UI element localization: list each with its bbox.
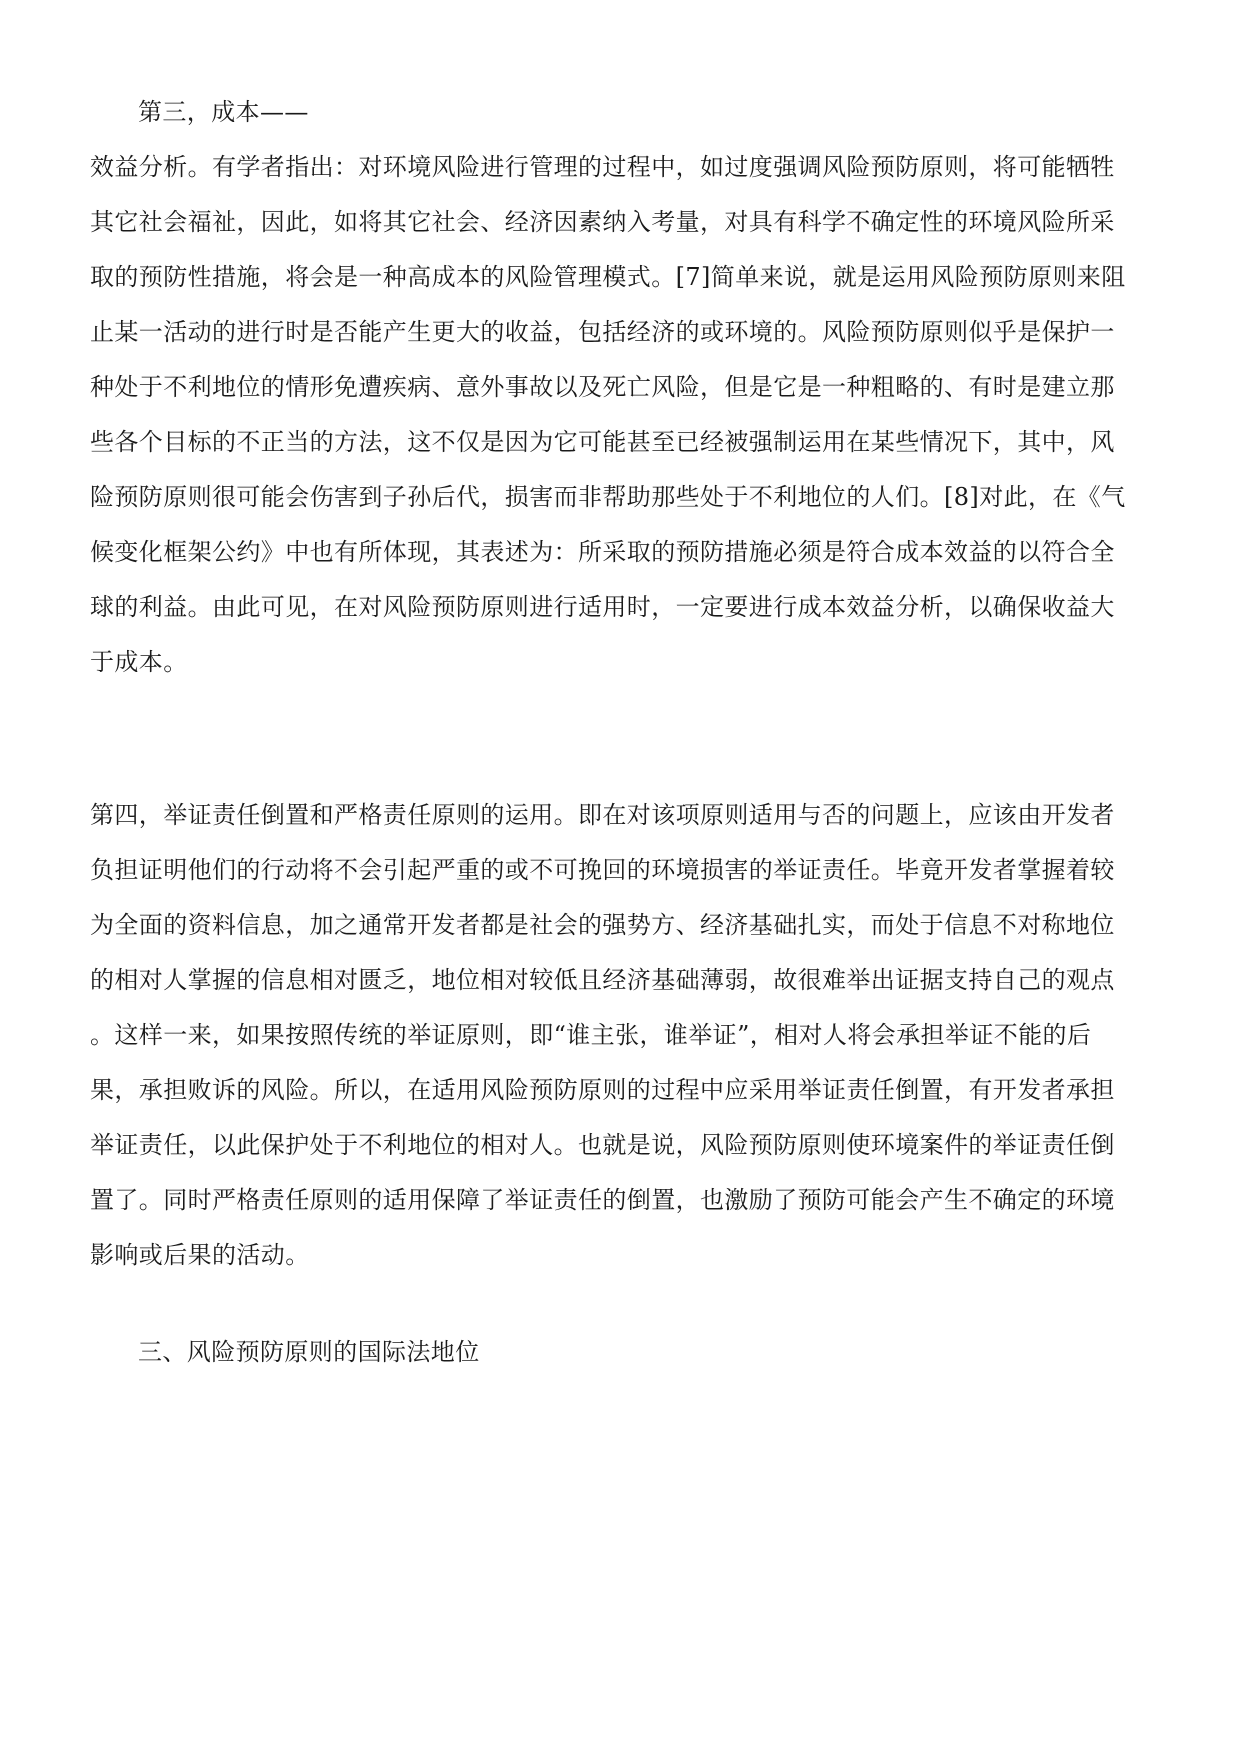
paragraph-line: 负担证明他们的行动将不会引起严重的或不可挽回的环境损害的举证责任。毕竟开发者掌握着较 [90,856,1115,884]
paragraph-line: 其它社会福祉，因此，如将其它社会、经济因素纳入考量，对具有科学不确定性的环境风险所采 [90,208,1115,236]
paragraph-line: 。这样一来，如果按照传统的举证原则，即“谁主张，谁举证”，相对人将会承担举证不能的后 [90,1021,1092,1049]
paragraph-line: 举证责任，以此保护处于不利地位的相对人。也就是说，风险预防原则使环境案件的举证责任倒 [90,1131,1115,1159]
paragraph-line: 于成本。 [90,648,188,676]
paragraph-line: 第四，举证责任倒置和严格责任原则的运用。即在对该项原则适用与否的问题上，应该由开发者 [90,801,1115,829]
paragraph-line: 为全面的资料信息，加之通常开发者都是社会的强势方、经济基础扎实，而处于信息不对称地位 [90,911,1115,939]
paragraph-line: 险预防原则很可能会伤害到子孙后代，损害而非帮助那些处于不利地位的人们。[8]对此，在《气 [90,483,1126,511]
section-three-label: 第三，成本—— [138,98,309,126]
section-heading: 三、风险预防原则的国际法地位 [138,1338,480,1366]
paragraph-line: 置了。同时严格责任原则的适用保障了举证责任的倒置，也激励了预防可能会产生不确定的环境 [90,1186,1115,1214]
paragraph-line: 些各个目标的不正当的方法，这不仅是因为它可能甚至已经被强制运用在某些情况下，其中，风 [90,428,1115,456]
paragraph-line: 果，承担败诉的风险。所以，在适用风险预防原则的过程中应采用举证责任倒置，有开发者承担 [90,1076,1115,1104]
paragraph-line: 球的利益。由此可见，在对风险预防原则进行适用时，一定要进行成本效益分析，以确保收益大 [90,593,1115,621]
paragraph-line: 的相对人掌握的信息相对匮乏，地位相对较低且经济基础薄弱，故很难举出证据支持自己的观点 [90,966,1115,994]
paragraph-line: 取的预防性措施，将会是一种高成本的风险管理模式。[7]简单来说，就是运用风险预防原则来阻 [90,263,1126,291]
paragraph-line: 种处于不利地位的情形免遭疾病、意外事故以及死亡风险，但是它是一种粗略的、有时是建立那 [90,373,1115,401]
paragraph-line: 影响或后果的活动。 [90,1241,310,1269]
paragraph-line: 止某一活动的进行时是否能产生更大的收益，包括经济的或环境的。风险预防原则似乎是保护一 [90,318,1115,346]
paragraph-line: 候变化框架公约》中也有所体现，其表述为：所采取的预防措施必须是符合成本效益的以符合全 [90,538,1115,566]
paragraph-line: 效益分析。有学者指出：对环境风险进行管理的过程中，如过度强调风险预防原则，将可能牺牲 [90,153,1115,181]
